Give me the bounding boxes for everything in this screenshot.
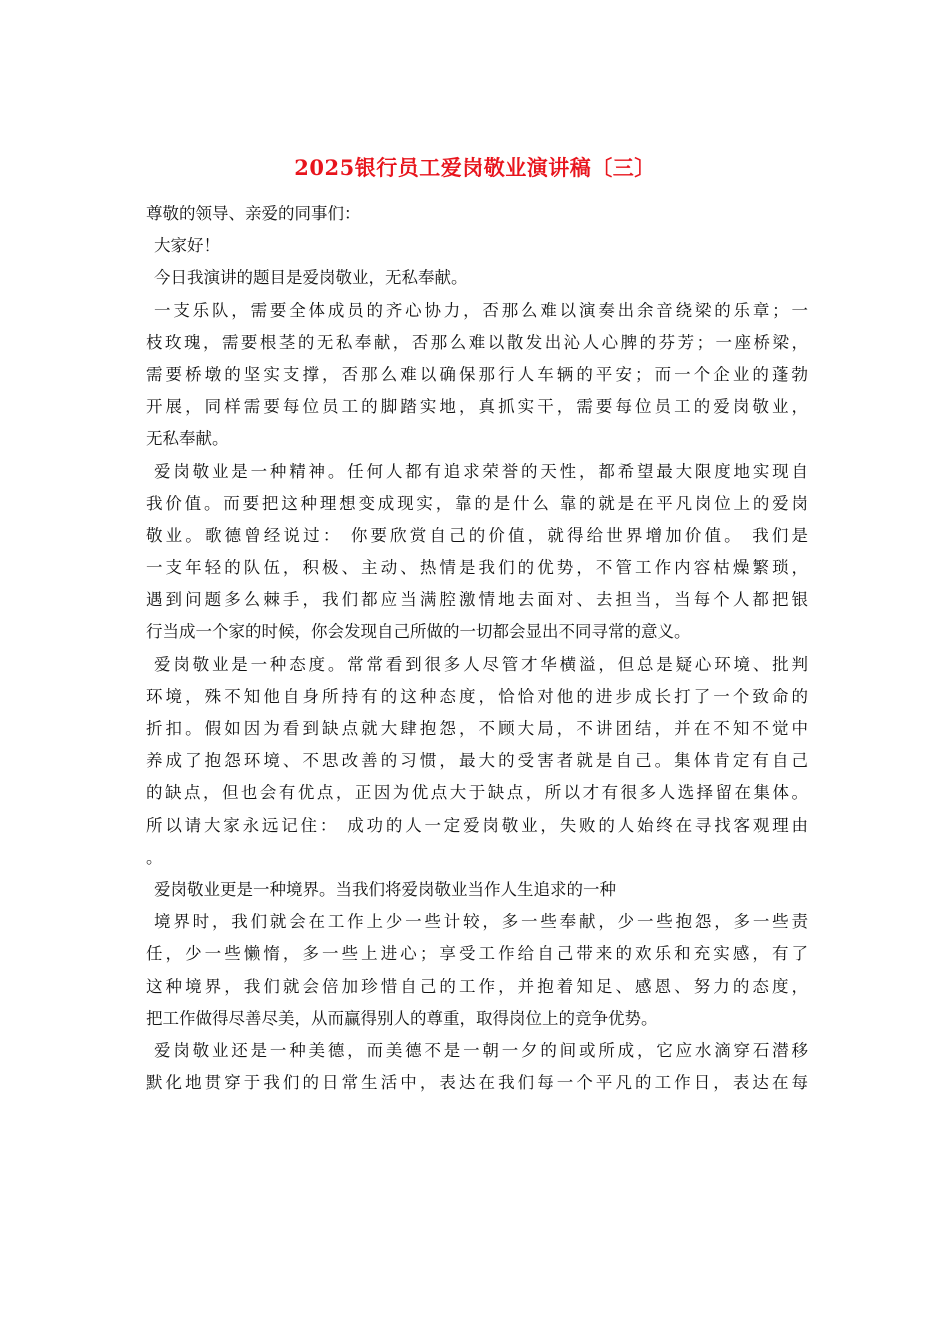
text-line: 境界时，我们就会在工作上少一些计较，多一些奉献，少一些抱怨，多一些责 xyxy=(154,912,808,932)
text-line: 。 xyxy=(146,847,163,867)
text-line: 遇到问题多么棘手，我们都应当满腔激情地去面对、去担当，当每个人都把银 xyxy=(146,590,808,610)
text-line: 尊敬的领导、亲爱的同事们： xyxy=(146,204,361,223)
text-line: 把工作做得尽善尽美，从而赢得别人的尊重，取得岗位上的竞争优势。 xyxy=(146,1008,658,1028)
text-line: 开展，同样需要每位员工的脚踏实地，真抓实干，需要每位员工的爱岗敬业， xyxy=(146,397,808,417)
text-line: 一支乐队，需要全体成员的齐心协力，否那么难以演奏出余音绕梁的乐章；一 xyxy=(154,300,808,320)
text-line: 爱岗敬业是一种精神。任何人都有追求荣誉的天性，都希望最大限度地实现自 xyxy=(154,461,808,481)
text-line: 任，少一些懒惰，多一些上进心；享受工作给自己带来的欢乐和充实感，有了 xyxy=(146,944,808,964)
text-line: 无私奉献。 xyxy=(146,429,229,449)
document-title: 2025银行员工爱岗敬业演讲稿〔三〕 xyxy=(294,155,656,180)
text-line: 爱岗敬业是一种态度。常常看到很多人尽管才华横溢，但总是疑心环境、批判 xyxy=(154,654,808,674)
text-line: 环境，殊不知他自身所持有的这种态度，恰恰对他的进步成长打了一个致命的 xyxy=(146,686,808,706)
text-line: 需要桥墩的坚实支撑，否那么难以确保那行人车辆的平安；而一个企业的蓬勃 xyxy=(146,364,808,384)
text-line: 所以请大家永远记住： 成功的人一定爱岗敬业，失败的人始终在寻找客观理由 xyxy=(146,815,808,835)
text-line: 大家好！ xyxy=(154,236,220,256)
text-line: 敬业。歌德曾经说过： 你要欣赏自己的价值，就得给世界增加价值。 我们是 xyxy=(146,525,808,545)
text-line: 今日我演讲的题目是爱岗敬业，无私奉献。 xyxy=(154,268,468,288)
text-line: 这种境界，我们就会倍加珍惜自己的工作，并抱着知足、感恩、努力的态度， xyxy=(146,976,808,996)
text-line: 爱岗敬业更是一种境界。当我们将爱岗敬业当作人生追求的一种 xyxy=(154,879,616,899)
text-line: 默化地贯穿于我们的日常生活中，表达在我们每一个平凡的工作日，表达在每 xyxy=(146,1073,808,1093)
text-line: 养成了抱怨环境、不思改善的习惯，最大的受害者就是自己。集体肯定有自己 xyxy=(146,751,808,771)
text-line: 折扣。假如因为看到缺点就大肆抱怨，不顾大局，不讲团结，并在不知不觉中 xyxy=(146,719,808,738)
document-body xyxy=(146,198,808,1099)
text-line: 我价值。而要把这种理想变成现实，靠的是什么 靠的就是在平凡岗位上的爱岗 xyxy=(146,493,808,513)
text-line: 一支年轻的队伍，积极、主动、热情是我们的优势，不管工作内容枯燥繁琐， xyxy=(146,558,808,578)
text-line: 爱岗敬业还是一种美德，而美德不是一朝一夕的间或所成，它应水滴穿石潜移 xyxy=(154,1040,808,1060)
text-line: 行当成一个家的时候，你会发现自己所做的一切都会显出不同寻常的意义。 xyxy=(146,622,691,642)
text-line: 枝玫瑰，需要根茎的无私奉献，否那么难以散发出沁人心脾的芬芳；一座桥梁， xyxy=(146,332,808,352)
text-line: 的缺点，但也会有优点，正因为优点大于缺点，所以才有很多人选择留在集体。 xyxy=(146,783,808,803)
